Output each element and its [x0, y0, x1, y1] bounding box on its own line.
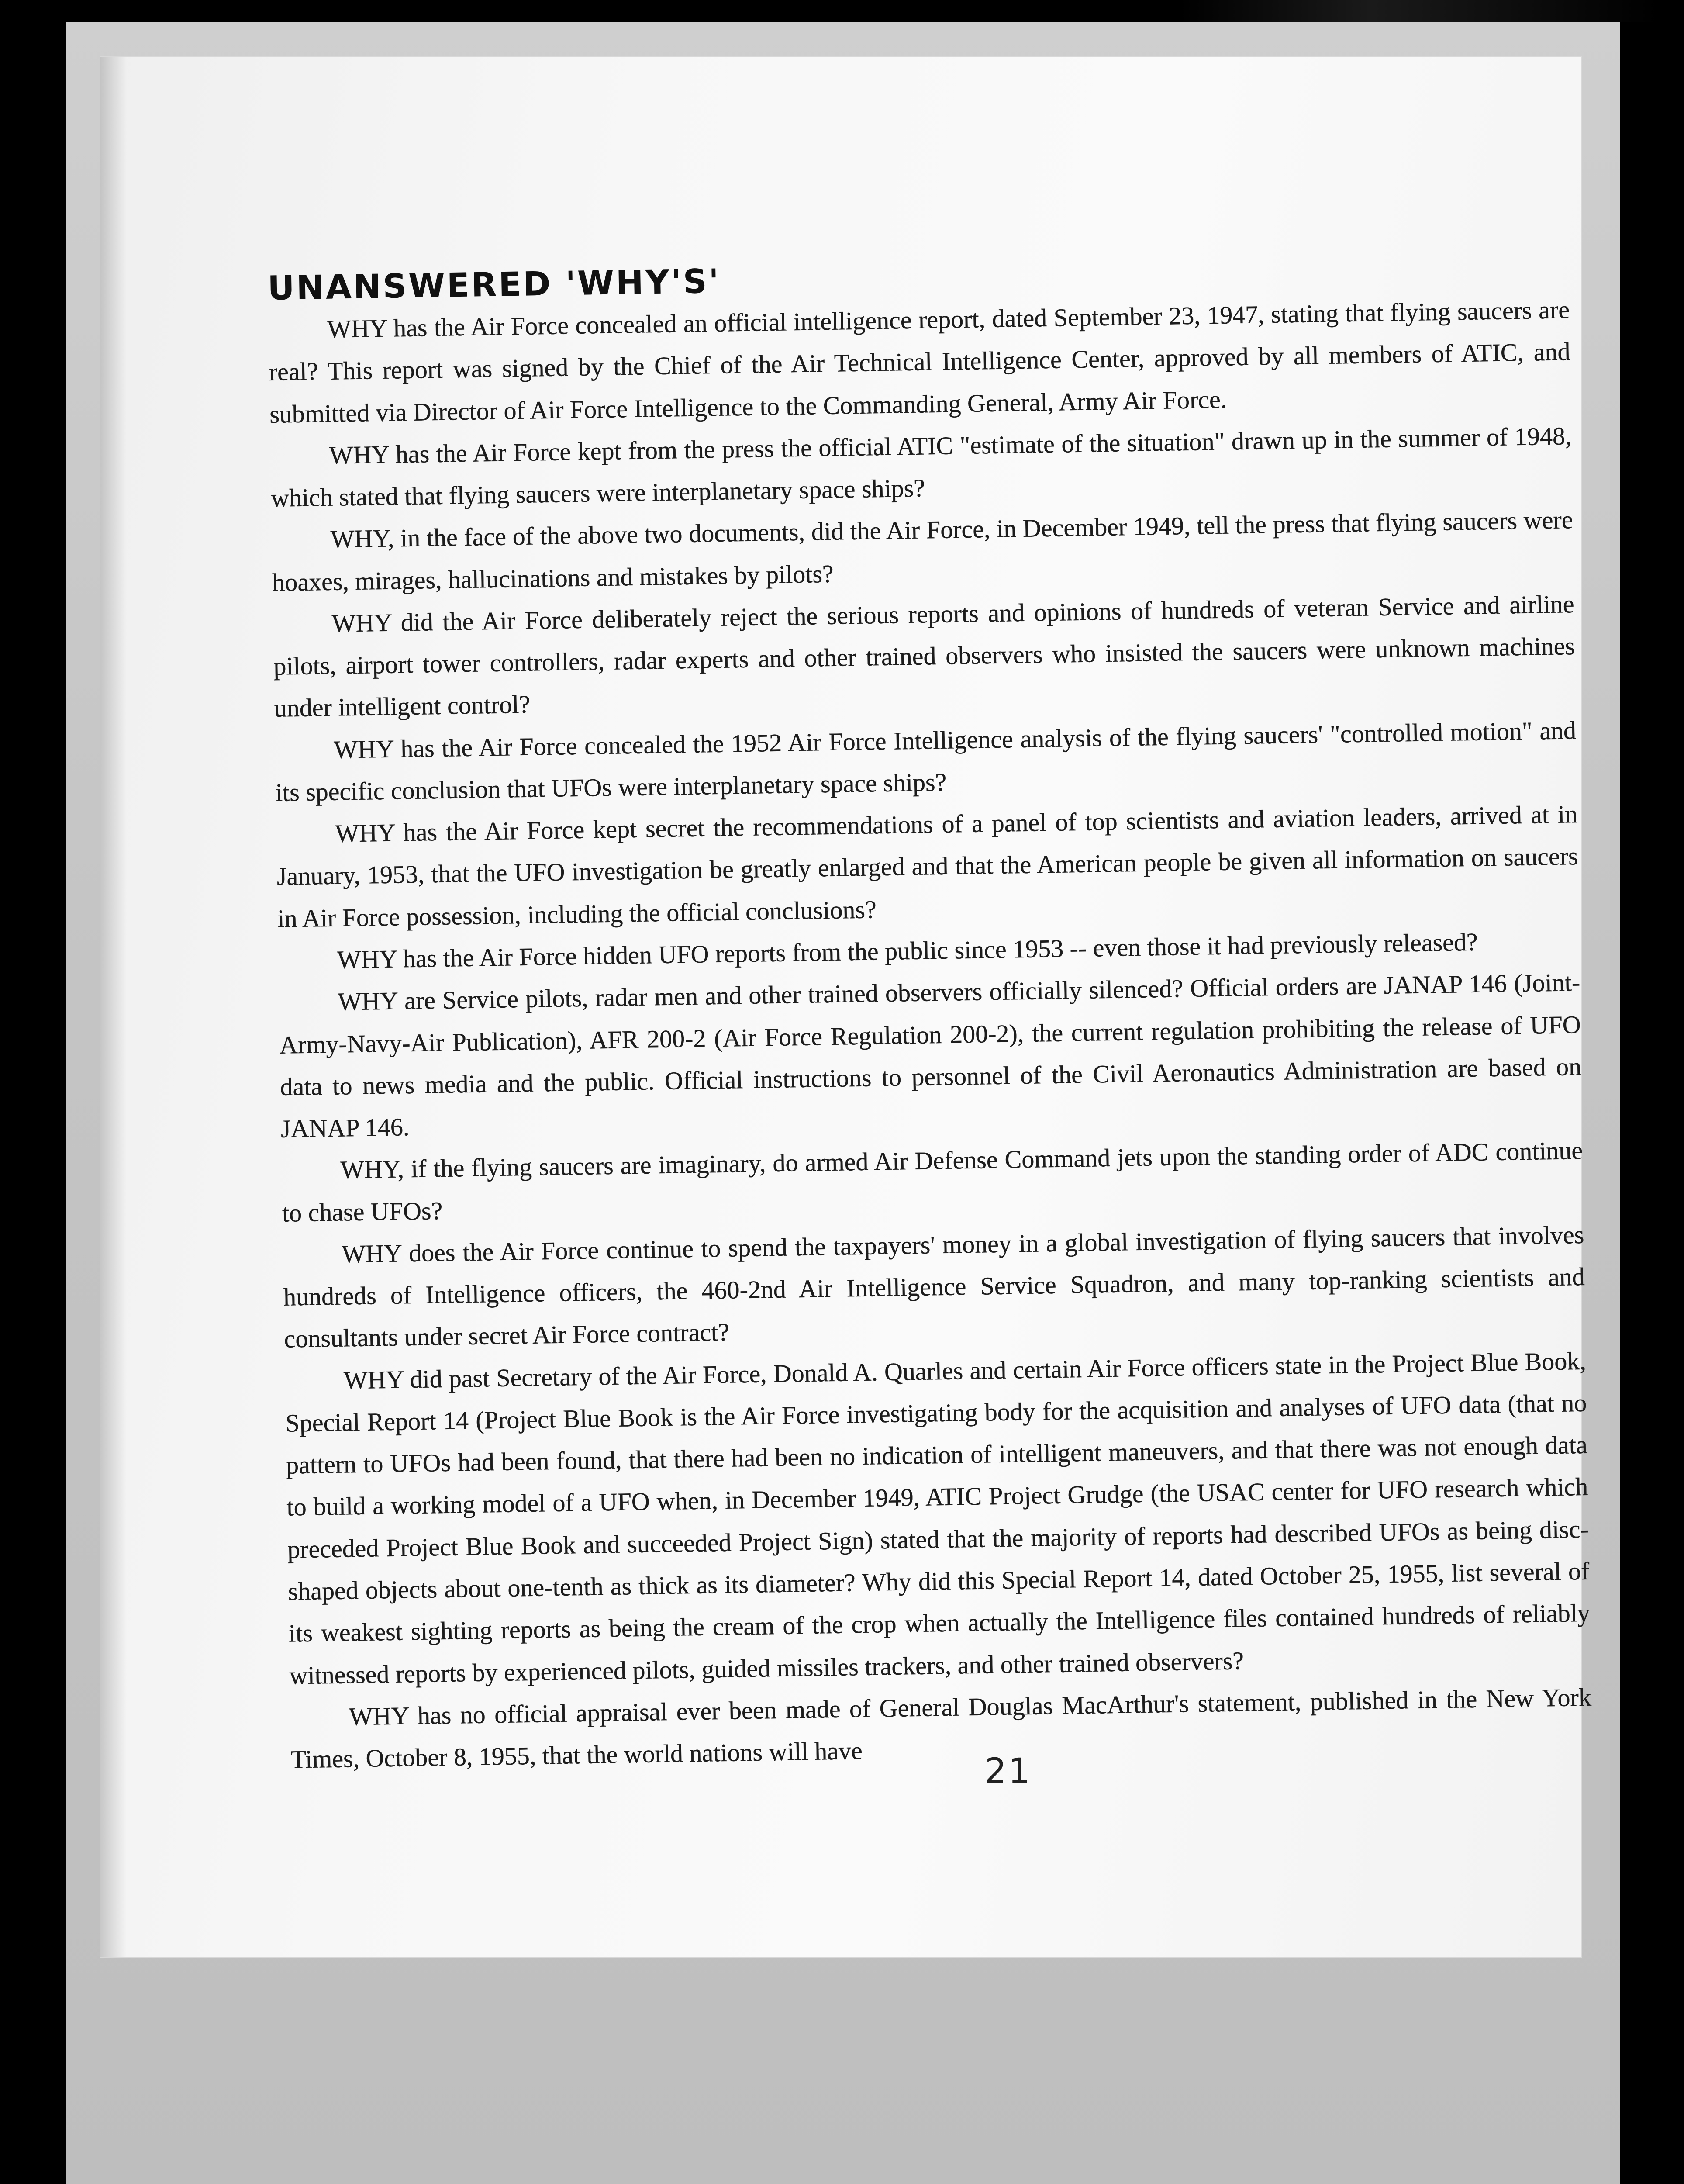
- paragraph: WHY has the Air Force hidden UFO reports from the public since 1953 -- even those it had previously released?: [337, 927, 1478, 974]
- document-page: [100, 57, 1592, 1957]
- page-content: [266, 191, 1592, 1781]
- paragraph: WHY are Service pilots, radar men and other trained observers officially silenced? Official orders are JANAP 146 (Joint-Army-Navy-Air Publication), AFR 200-2 (Air Force Regulation 200-2), the current regulation prohibiting the release of UFO data to news media and the public. Official instructions to personnel of the Civil Aeronautics Administration are based on JANAP 146.: [279, 968, 1582, 1143]
- page-edge-shadow: [100, 57, 127, 1957]
- paragraph: WHY has the Air Force kept from the press the official ATIC "estimate of the situation" drawn up in the summer of 1948, which stated that flying saucers were interplanetary space ships?: [270, 421, 1572, 512]
- paragraph: WHY has the Air Force kept secret the recommendations of a panel of top scientists and aviation leaders, arrived at in January, 1953, that the UFO investigation be greatly enlarged and that the American people be given all information on saucers in Air Force possession, including the official conclusions?: [276, 800, 1579, 933]
- page-number: 21: [985, 1752, 1032, 1791]
- paragraph: WHY did the Air Force deliberately reject the serious reports and opinions of hundreds of veteran Service and airline pilots, airport tower controllers, radar experts and other trained observers who insisted the saucers were unknown machines under intelligent control?: [273, 589, 1575, 723]
- paragraph: WHY did past Secretary of the Air Force, Donald A. Quarles and certain Air Force officers state in the Project Blue Book, Special Report 14 (Project Blue Book is the Air Force investigating body for the acquisition and analyses of UFO data (that no pattern to UFOs had been found, that there had been no indication of intelligent maneuvers, and that there was not enough data to build a working model of a UFO when, in December 1949, ATIC Project Grudge (the USAC center for UFO research which preceded Project Blue Book and succeeded Project Sign) stated that the majority of reports had described UFOs as being disc-shaped objects about one-tenth as thick as its diameter? Why did this Special Report 14, dated October 25, 1955, list several of its weakest sighting reports as being the cream of the crop when actually the Intelligence files contained hundreds of reliably witnessed reports by experienced pilots, guided missiles trackers, and other trained observers?: [285, 1346, 1591, 1690]
- paragraph: WHY has the Air Force concealed the 1952 Air Force Intelligence analysis of the flying saucers' "controlled motion" and its specific conclusion that UFOs were interplanetary space ships?: [275, 715, 1577, 807]
- paragraph: WHY has the Air Force concealed an official intelligence report, dated September 23, 1947, stating that flying saucers are real? This report was signed by the Chief of the Air Technical Intelligence Center, approved by all members of ATIC, and submitted via Director of Air Force Intelligence to the Commanding General, Army Air Force.: [269, 295, 1570, 429]
- paragraph: WHY, if the flying saucers are imaginary, do armed Air Defense Command jets upon the standing order of ADC continue to chase UFOs?: [282, 1136, 1583, 1227]
- page-title: UNANSWERED 'WHY'S': [267, 261, 721, 308]
- paragraph: WHY does the Air Force continue to spend the taxpayers' money in a global investigation of flying saucers that involves hundreds of Intelligence officers, the 460-2nd Air Intelligence Service Squadron, and many top-ranking scientists and consultants under secret Air Force contract?: [283, 1220, 1585, 1354]
- paragraph: WHY has no official appraisal ever been made of General Douglas MacArthur's statement, published in the New York Times, October 8, 1955, that the world nations will have: [290, 1683, 1592, 1774]
- paragraph: WHY, in the face of the above two documents, did the Air Force, in December 1949, tell the press that flying saucers were hoaxes, mirages, hallucinations and mistakes by pilots?: [272, 505, 1573, 597]
- film-edge: [1179, 0, 1660, 22]
